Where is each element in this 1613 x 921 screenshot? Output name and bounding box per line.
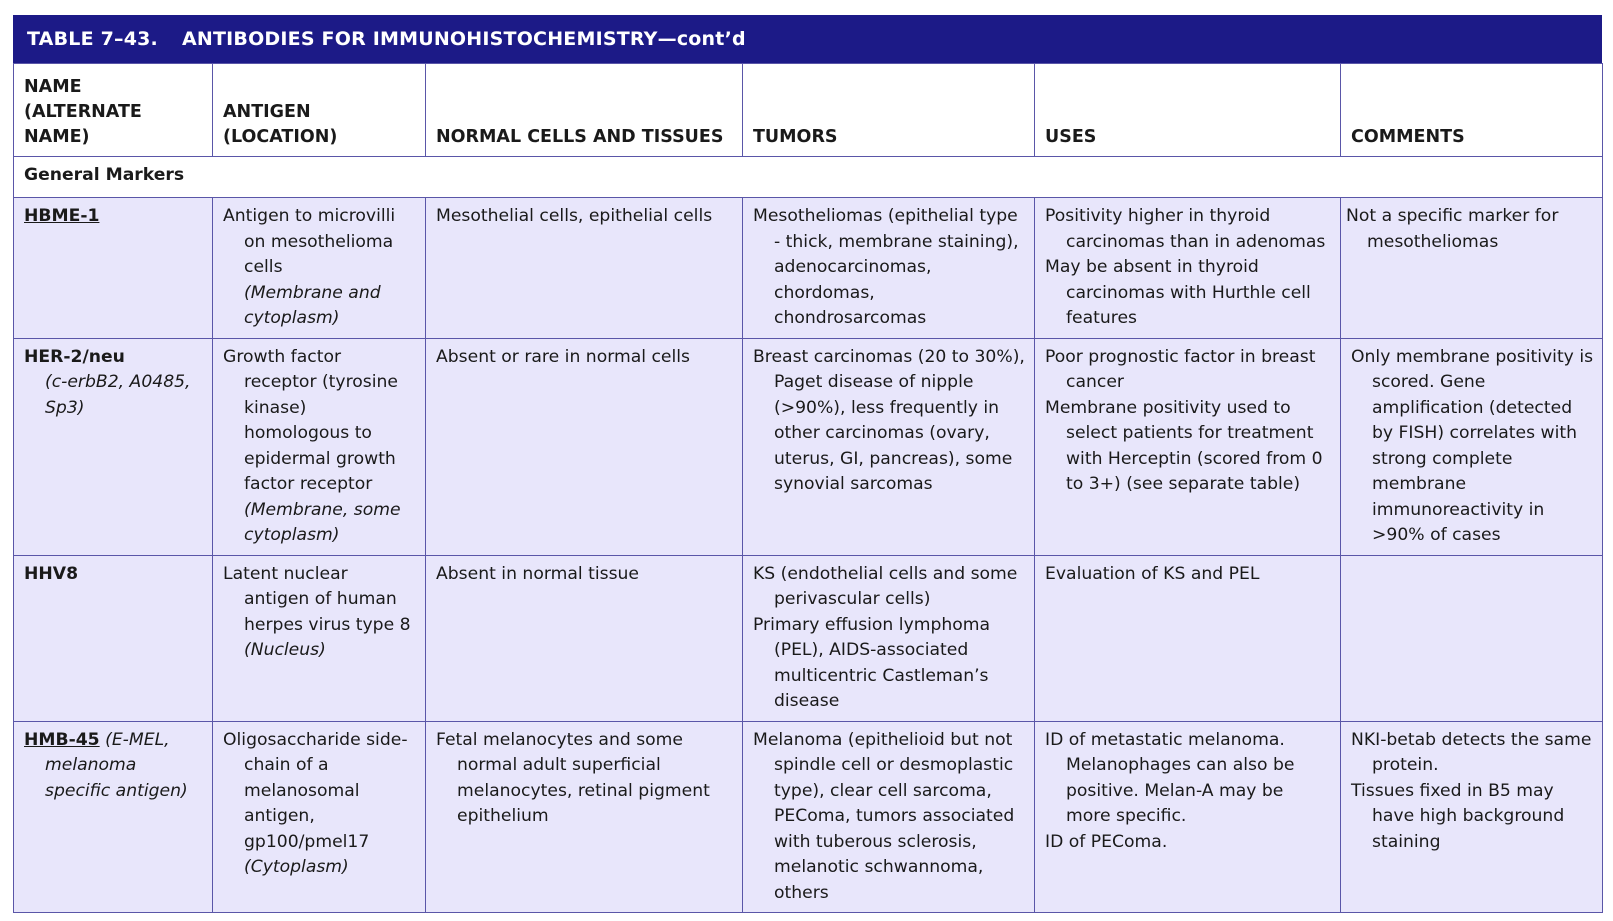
header-comments: COMMENTS: [1341, 64, 1603, 157]
antigen-location: (Cytoplasm): [244, 857, 349, 877]
comment-entry: Not a specific marker for mesotheliomas: [1346, 206, 1559, 252]
cell-tumors: [743, 198, 1035, 339]
cell-antigen: [213, 721, 426, 913]
header-antigen-line: (LOCATION): [223, 127, 338, 147]
cell-antigen: [213, 198, 426, 339]
cell-uses: [1035, 721, 1341, 913]
use-entry: Membrane positivity used to select patients for treatment with Herceptin (scored from 0 to 3+) (see separate table): [1045, 397, 1323, 494]
cell-uses: [1035, 198, 1341, 339]
header-row: [14, 64, 1603, 157]
antigen-text: Latent nuclear antigen of human herpes virus type 8: [223, 563, 411, 635]
normal-text: Absent or rare in normal cells: [436, 346, 691, 367]
cell-tumors: [743, 555, 1035, 721]
antigen-location: (Nucleus): [244, 640, 326, 660]
header-tumors: TUMORS: [743, 64, 1035, 157]
antibody-table: [13, 15, 1602, 913]
table-title-bar: [13, 15, 1602, 63]
tumor-entry: Primary effusion lymphoma (PEL), AIDS-associated multicentric Castleman’s disease: [753, 614, 991, 711]
cell-comments: [1341, 555, 1603, 721]
cell-uses: [1035, 555, 1341, 721]
cell-antigen: [213, 338, 426, 555]
section-title: General Markers: [14, 157, 1603, 198]
header-name-line: (ALTERNATE: [24, 102, 142, 122]
table-row: [14, 721, 1603, 913]
cell-name: [14, 721, 213, 913]
cell-name: [14, 338, 213, 555]
cell-normal: [426, 721, 743, 913]
cell-tumors: [743, 338, 1035, 555]
header-name-line: NAME): [24, 127, 90, 147]
cell-normal: [426, 555, 743, 721]
tumor-entry: KS (endothelial cells and some perivascular cells): [753, 563, 1018, 609]
normal-text: Fetal melanocytes and some normal adult superficial melanocytes, retinal pigment epithelium: [436, 729, 710, 826]
header-antigen-line: ANTIGEN: [223, 102, 311, 122]
comment-entry: NKI-betab detects the same protein.: [1351, 729, 1592, 775]
header-antigen: [213, 64, 426, 157]
section-row: [14, 157, 1603, 198]
table-row: [14, 198, 1603, 339]
antibody-name: HBME-1: [24, 206, 100, 226]
antigen-text: Oligosaccharide side-chain of a melanosomal antigen, gp100/pmel17: [223, 729, 408, 852]
header-uses: USES: [1035, 64, 1341, 157]
antibody-name: HHV8: [24, 563, 79, 584]
table-row: [14, 555, 1603, 721]
data-table: [13, 63, 1603, 913]
table-number: TABLE 7–43.: [27, 28, 158, 50]
antigen-text: Antigen to microvilli on mesothelioma cells: [223, 206, 396, 277]
cell-antigen: [213, 555, 426, 721]
cell-comments: [1341, 721, 1603, 913]
antibody-alt-name: (c-erbB2, A0485, Sp3): [45, 372, 191, 418]
antibody-name: HER-2/neu: [24, 346, 125, 367]
comment-entry: Only membrane positivity is scored. Gene amplification (detected by FISH) correlates with strong complete membrane immunoreactivity in >90% of cases: [1351, 346, 1594, 545]
tumor-entry: Mesotheliomas (epithelial type - thick, membrane staining), adenocarcinomas, chordomas, chondrosarcomas: [753, 206, 1019, 328]
use-entry: Positivity higher in thyroid carcinomas than in adenomas: [1045, 206, 1326, 252]
use-entry: May be absent in thyroid carcinomas with Hurthle cell features: [1045, 257, 1311, 328]
cell-comments: [1341, 338, 1603, 555]
header-name-line: NAME: [24, 77, 82, 97]
antigen-location: (Membrane, some cytoplasm): [244, 499, 401, 545]
use-entry: ID of metastatic melanoma. Melanophages can also be positive. Melan-A may be more specific.: [1045, 729, 1295, 826]
comment-entry: Tissues fixed in B5 may have high background staining: [1351, 780, 1565, 852]
tumor-entry: Breast carcinomas (20 to 30%), Paget disease of nipple (>90%), less frequently in other carcinomas (ovary, uterus, GI, pancreas), some synovial sarcomas: [753, 346, 1025, 494]
cell-uses: [1035, 338, 1341, 555]
tumor-entry: Melanoma (epithelioid but not spindle cell or desmoplastic type), clear cell sarcoma, PEComa, tumors associated with tuberous sclerosis, melanotic schwannoma, others: [753, 729, 1015, 903]
table-row: [14, 338, 1603, 555]
table-title: ANTIBODIES FOR IMMUNOHISTOCHEMISTRY—cont’d: [181, 28, 746, 50]
cell-tumors: [743, 721, 1035, 913]
use-entry: Poor prognostic factor in breast cancer: [1045, 346, 1316, 392]
header-name: [14, 64, 213, 157]
cell-normal: [426, 198, 743, 339]
antibody-alt-name: (E-MEL, melanoma specific antigen): [45, 729, 188, 801]
cell-comments: [1341, 198, 1603, 339]
use-entry: Evaluation of KS and PEL: [1045, 563, 1260, 584]
antigen-text: Growth factor receptor (tyrosine kinase) homologous to epidermal growth factor receptor: [223, 346, 398, 494]
cell-name: [14, 555, 213, 721]
cell-normal: [426, 338, 743, 555]
normal-text: Absent in normal tissue: [436, 563, 640, 584]
antigen-location: (Membrane and cytoplasm): [244, 282, 381, 328]
use-entry: ID of PEComa.: [1045, 831, 1168, 852]
normal-text: Mesothelial cells, epithelial cells: [436, 206, 713, 226]
header-normal: NORMAL CELLS AND TISSUES: [426, 64, 743, 157]
cell-name: [14, 198, 213, 339]
antibody-name: HMB-45: [24, 729, 100, 750]
